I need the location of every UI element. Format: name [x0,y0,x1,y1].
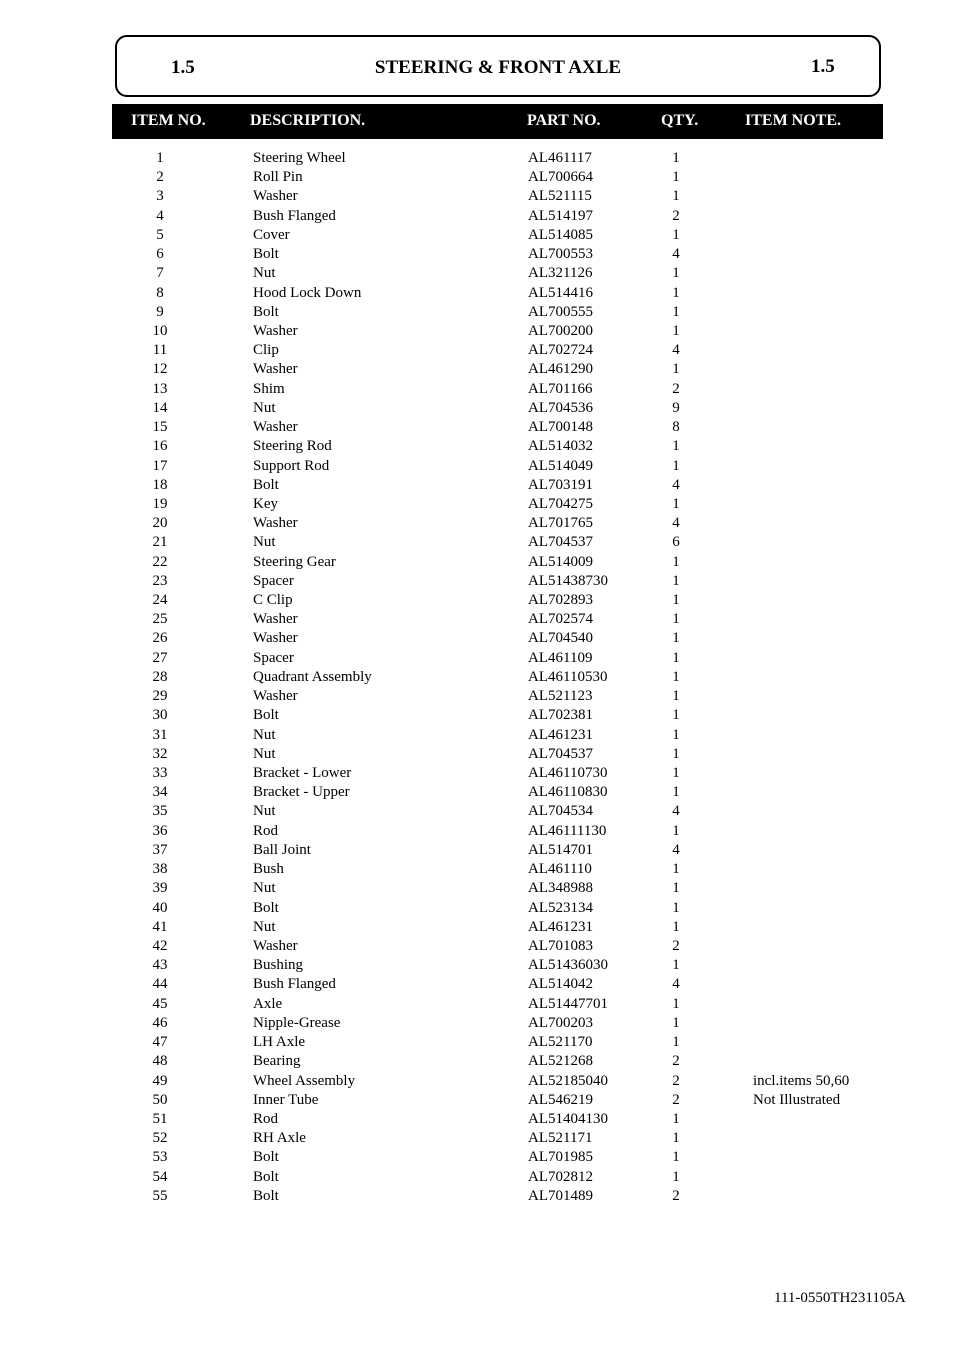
item-description: Nut [253,265,276,282]
section-number-right: 1.5 [811,56,835,77]
quantity: 1 [672,822,680,839]
item-description: Key [253,495,278,512]
table-row [0,783,954,802]
quantity: 4 [672,803,680,820]
part-number: AL461110 [528,861,592,878]
item-description: Bolt [253,476,279,493]
item-number: 5 [156,226,164,243]
quantity: 2 [672,1187,680,1204]
part-number: AL701166 [528,380,593,397]
quantity: 1 [672,784,680,801]
item-number: 30 [152,707,168,724]
item-description: Bush Flanged [253,976,336,993]
table-row [0,360,954,379]
document-code: 111-0550TH231105A [774,1290,906,1306]
quantity: 2 [672,937,680,954]
item-number: 41 [152,918,168,935]
table-row [0,187,954,206]
item-description: Bush Flanged [253,207,336,224]
table-row [0,822,954,841]
quantity: 1 [672,188,680,205]
table-row [0,226,954,245]
part-number: AL514042 [528,976,593,993]
quantity: 6 [672,534,680,551]
quantity: 2 [672,380,680,397]
item-description: Washer [253,515,298,532]
item-description: Inner Tube [253,1091,319,1108]
item-description: Washer [253,188,298,205]
part-number: AL514701 [528,841,593,858]
part-number: AL704537 [528,745,593,762]
item-number: 23 [152,572,168,589]
quantity: 1 [672,1014,680,1031]
item-number: 21 [152,534,168,551]
part-number: AL700553 [528,246,593,263]
item-number: 51 [152,1110,168,1127]
table-row [0,1148,954,1167]
item-description: Bolt [253,707,279,724]
section-number-left: 1.5 [171,57,195,78]
part-number: AL521123 [528,688,593,705]
part-number: AL51436030 [528,957,608,974]
table-row [0,437,954,456]
table-row [0,726,954,745]
part-number: AL702724 [528,342,593,359]
table-row [0,149,954,168]
part-number: AL701489 [528,1187,593,1204]
item-description: Wheel Assembly [253,1072,356,1089]
part-number: AL704275 [528,495,593,512]
item-number: 36 [152,822,168,839]
table-row [0,380,954,399]
item-number: 14 [152,399,168,416]
item-number: 2 [156,169,164,186]
item-number: 22 [152,553,168,570]
quantity: 2 [672,1053,680,1070]
item-number: 16 [152,438,168,455]
parts-table-body [0,149,954,1206]
table-row [0,341,954,360]
part-number: AL521268 [528,1053,593,1070]
item-description: Roll Pin [253,169,303,186]
quantity: 1 [672,726,680,743]
item-description: Washer [253,419,298,436]
quantity: 1 [672,899,680,916]
item-number: 49 [152,1072,168,1089]
part-number: AL51447701 [528,995,608,1012]
table-row [0,668,954,687]
item-number: 48 [152,1053,168,1070]
item-number: 46 [152,1014,168,1031]
item-description: Bearing [253,1053,301,1070]
item-number: 25 [152,611,168,628]
quantity: 1 [672,765,680,781]
item-number: 44 [152,976,168,993]
item-number: 39 [152,880,168,897]
item-number: 47 [152,1034,168,1051]
item-number: 42 [152,937,168,954]
table-row [0,399,954,418]
table-row [0,899,954,918]
quantity: 1 [672,592,680,609]
item-number: 32 [152,745,168,762]
item-description: Axle [253,995,283,1012]
quantity: 4 [672,476,680,493]
part-number: AL52185040 [528,1072,608,1089]
item-number: 1 [156,150,164,166]
table-row [0,264,954,283]
item-number: 11 [152,342,168,359]
item-number: 3 [156,188,164,205]
item-number: 43 [152,957,168,974]
table-row [0,207,954,226]
quantity: 1 [672,995,680,1012]
quantity: 1 [672,1034,680,1051]
quantity: 1 [672,169,680,186]
quantity: 1 [672,553,680,570]
item-description: Bolt [253,303,279,320]
table-row [0,1110,954,1129]
item-number: 7 [156,265,164,282]
item-number: 26 [152,630,168,647]
quantity: 1 [672,303,680,320]
table-row [0,1168,954,1187]
table-row [0,1187,954,1206]
part-number: AL702893 [528,592,593,609]
part-number: AL461290 [528,361,593,378]
quantity: 1 [672,611,680,628]
part-number: AL700203 [528,1014,593,1031]
quantity: 1 [672,1149,680,1166]
item-description: Steering Gear [253,553,336,570]
part-number: AL51404130 [528,1110,608,1127]
item-description: Nut [253,726,276,743]
item-number: 38 [152,861,168,878]
part-number: AL461109 [528,649,593,666]
item-number: 6 [156,246,164,263]
table-row [0,975,954,994]
item-description: Bolt [253,1168,279,1185]
table-row [0,995,954,1014]
quantity: 1 [672,649,680,666]
quantity: 2 [672,1072,680,1089]
item-number: 55 [152,1187,168,1204]
item-description: Washer [253,322,298,339]
part-number: AL514416 [528,284,593,301]
table-row [0,1091,954,1110]
quantity: 1 [672,1110,680,1127]
table-row [0,1052,954,1071]
quantity: 1 [672,688,680,705]
part-number: AL704537 [528,534,593,551]
part-number: AL46111130 [528,822,607,839]
table-row [0,1129,954,1148]
quantity: 1 [672,150,680,166]
item-description: RH Axle [253,1130,306,1147]
part-number: AL546219 [528,1091,593,1108]
header-item-note: ITEM NOTE. [745,112,842,129]
item-number: 52 [152,1130,168,1147]
item-description: Clip [253,342,279,359]
item-description: Washer [253,630,298,647]
quantity: 1 [672,880,680,897]
part-number: AL702381 [528,707,593,724]
item-number: 40 [152,899,168,916]
quantity: 4 [672,841,680,858]
quantity: 1 [672,572,680,589]
table-row [0,841,954,860]
item-description: Cover [253,226,290,243]
table-row [0,533,954,552]
item-number: 50 [152,1091,168,1108]
table-row [0,322,954,341]
item-description: Nut [253,534,276,551]
section-title-box [115,35,881,97]
part-number: AL704540 [528,630,593,647]
item-number: 37 [152,841,168,858]
quantity: 4 [672,246,680,263]
part-number: AL702574 [528,611,593,628]
item-description: Nut [253,745,276,762]
part-number: AL461231 [528,726,593,743]
part-number: AL521170 [528,1034,593,1051]
header-part-no: PART NO. [527,112,601,129]
table-row [0,802,954,821]
table-row [0,764,954,783]
part-number: AL521115 [528,188,592,205]
item-description: Nut [253,880,276,897]
item-number: 8 [156,284,164,301]
quantity: 1 [672,630,680,647]
table-row [0,687,954,706]
part-number: AL51438730 [528,572,608,589]
item-description: Support Rod [253,457,330,474]
quantity: 8 [672,419,680,436]
quantity: 1 [672,1130,680,1147]
part-number: AL702812 [528,1168,593,1185]
item-description: Nipple-Grease [253,1014,341,1031]
quantity: 1 [672,861,680,878]
quantity: 1 [672,918,680,935]
item-description: Nut [253,803,276,820]
part-number: AL523134 [528,899,593,916]
table-row [0,284,954,303]
part-number: AL700200 [528,322,593,339]
table-row [0,860,954,879]
table-row [0,303,954,322]
item-description: Bolt [253,1149,279,1166]
item-note: Not Illustrated [753,1091,841,1108]
item-number: 24 [152,592,168,609]
part-number: AL704534 [528,803,593,820]
table-row [0,879,954,898]
table-row [0,610,954,629]
header-item-no: ITEM NO. [131,112,206,129]
item-number: 27 [152,649,168,666]
quantity: 1 [672,957,680,974]
item-description: Washer [253,361,298,378]
part-number: AL700555 [528,303,593,320]
table-row [0,572,954,591]
item-description: Bolt [253,1187,279,1204]
item-description: C Clip [253,592,293,609]
item-description: Nut [253,399,276,416]
section-title: STEERING & FRONT AXLE [374,57,622,78]
item-number: 54 [152,1168,168,1185]
table-row [0,1033,954,1052]
item-description: Bushing [253,957,304,974]
table-row [0,937,954,956]
quantity: 1 [672,495,680,512]
item-number: 34 [152,784,168,801]
part-number: AL701985 [528,1149,593,1166]
part-number: AL321126 [528,265,593,282]
table-row [0,745,954,764]
part-number: AL701083 [528,937,593,954]
quantity: 1 [672,668,680,685]
item-description: Steering Rod [253,438,332,455]
item-description: Bracket - Upper [253,784,350,801]
item-description: Bolt [253,899,279,916]
table-row [0,168,954,187]
quantity: 1 [672,284,680,301]
quantity: 1 [672,265,680,282]
part-number: AL46110530 [528,668,608,685]
part-number: AL521171 [528,1130,593,1147]
item-number: 19 [152,495,168,512]
item-number: 17 [152,457,168,474]
item-description: Ball Joint [253,841,311,858]
part-number: AL461231 [528,918,593,935]
table-row [0,476,954,495]
part-number: AL514032 [528,438,593,455]
item-description: Washer [253,937,298,954]
quantity: 1 [672,361,680,378]
quantity: 1 [672,457,680,474]
table-row [0,418,954,437]
item-number: 35 [152,803,168,820]
part-number: AL514197 [528,207,593,224]
quantity: 4 [672,976,680,993]
part-number: AL703191 [528,476,593,493]
quantity: 2 [672,207,680,224]
item-description: LH Axle [253,1034,306,1051]
part-number: AL514085 [528,226,593,243]
quantity: 4 [672,342,680,359]
part-number: AL700148 [528,419,593,436]
item-note: incl.items 50,60 [753,1072,850,1089]
item-number: 13 [152,380,168,397]
table-header [112,104,883,139]
part-number: AL461117 [528,150,592,166]
item-description: Nut [253,918,276,935]
part-number: AL704536 [528,399,593,416]
quantity: 9 [672,399,680,416]
quantity: 1 [672,1168,680,1185]
item-number: 20 [152,515,168,532]
quantity: 4 [672,515,680,532]
item-number: 9 [156,303,164,320]
header-description: DESCRIPTION. [250,112,366,129]
quantity: 1 [672,745,680,762]
part-number: AL46110830 [528,784,608,801]
table-row [0,495,954,514]
part-number: AL514049 [528,457,593,474]
part-number: AL348988 [528,880,593,897]
table-row [0,918,954,937]
part-number: AL700664 [528,169,593,186]
item-description: Spacer [253,649,294,666]
item-number: 33 [152,765,168,781]
item-number: 4 [156,207,164,224]
table-row [0,706,954,725]
table-row [0,1014,954,1033]
part-number: AL46110730 [528,765,608,781]
item-number: 29 [152,688,168,705]
item-number: 53 [152,1149,168,1166]
table-row [0,1072,954,1091]
item-number: 18 [152,476,168,493]
item-description: Rod [253,1110,279,1127]
part-number: AL514009 [528,553,593,570]
item-description: Quadrant Assembly [253,668,372,685]
item-description: Shim [253,380,285,397]
quantity: 1 [672,438,680,455]
quantity: 1 [672,322,680,339]
quantity: 1 [672,226,680,243]
item-number: 45 [152,995,168,1012]
table-row [0,514,954,533]
item-description: Washer [253,611,298,628]
item-number: 10 [152,322,168,339]
item-number: 31 [152,726,168,743]
item-number: 12 [152,361,168,378]
item-description: Spacer [253,572,294,589]
table-row [0,956,954,975]
item-description: Steering Wheel [253,150,346,166]
part-number: AL701765 [528,515,593,532]
item-description: Hood Lock Down [253,284,362,301]
table-row [0,629,954,648]
table-row [0,649,954,668]
table-row [0,245,954,264]
header-qty: QTY. [661,112,699,129]
table-row [0,591,954,610]
item-description: Washer [253,688,298,705]
item-number: 28 [152,668,168,685]
item-description: Bracket - Lower [253,765,352,781]
quantity: 1 [672,707,680,724]
item-description: Rod [253,822,279,839]
item-description: Bolt [253,246,279,263]
item-description: Bush [253,861,284,878]
table-row [0,553,954,572]
item-number: 15 [152,419,168,436]
table-row [0,457,954,476]
quantity: 2 [672,1091,680,1108]
